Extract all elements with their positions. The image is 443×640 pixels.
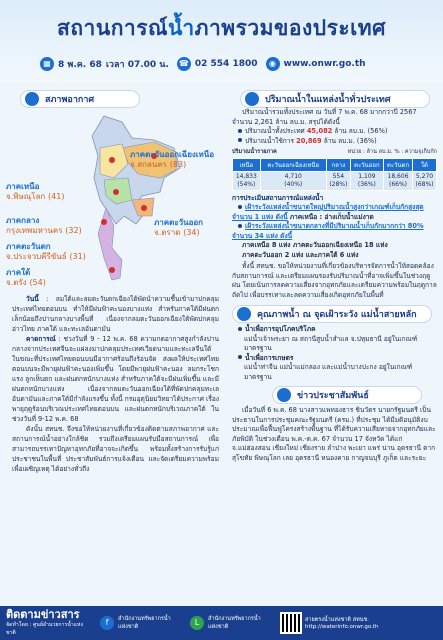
section-quality-header: คุณภาพน้ำ ณ จุดเฝ้าระวัง แม่น้ำสายหลัก [232,305,432,323]
qr-code-icon [280,612,302,634]
table-cell: 4,710 (40%) [260,171,326,190]
table-cell: 1,109 (36%) [350,171,383,190]
phone-icon: ☎ [177,57,191,71]
date-info: ▦ 8 พ.ค. 68 เวลา 07.00 น. [40,57,169,71]
title-highlight: น้ำ [167,16,195,40]
page-title: สถานการณ์น้ำภาพรวมของประเทศ [57,16,386,40]
phone-info[interactable]: ☎ 02 554 1800 [177,57,258,71]
table-cell: 554 (28%) [326,171,350,190]
map-label-south: ภาคใต้ จ.ตรัง (54) [6,268,46,287]
water-panel: ปริมาณน้ำรวมทั้งประเทศ ณ วันที่ 7 พ.ค. 68 มากกว่าปี 2567 จำนวน 2,261 ล้าน ลบ.ม. สรุปได้ดังนี้ ปริมาณน้ำทั้งประเทศ 45,082 ล้าน ลบ.ม. (56%) ปริมาณน้ำใช้การ 20,869 ล้าน ลบ.ม. (36%) ปริมาณน้ำรายภาค หน่วย : ล้าน ลบ.ม. % : ความจุเก็บกัก เหนือ ตะวันออกเฉียงเหนือ กลาง ตะวันออก ตะวันตก ใต้ 14,833 (54%) 4,710 (40%) 554 (28%) 1,109 (36%) 18,606 (66%) 5,270 (68%) การประเมินสถานการณ์แหล่งน้ำ เฝ้าระวังแหล่งน้ำขนาดใหญ่ปริมาณน้ำสูงกว่าเกณฑ์เก็บกักสูงสุด จำนวน 1 แห่ง ดังนี้ ภาคเหนือ : อ่างเก็บน้ำแม่งาด เฝ้าระวังแหล่งน้ำขนาดกลางที่มีปริมาณน้ำเก็บกักมากกว่า 80% จำนวน 34 แห่ง ดังนี้ ภาคเหนือ 8 แห่ง ภาคตะวันออกเฉียงเหนือ 18 แห่ง ภาคตะวันออก 2 แห่ง และภาคใต้ 6 แห่ง ทั้งนี้ สทนช. ขอให้หน่วยงานที่เกี่ยวข้องบริหารจัดการน้ำให้สอดคล้องกับสถานการณ์ และเตรียมแผนรองรับปริมาณน้ำที่อาจเพิ่มขึ้นในช่วงฤดูฝน โดยเน้นการลดความเสี่ยงจากอุทกภัยและเตรียมความพร้อมในฤดูกาลถัดไป เพื่อบรรเทาและลดความเสี่ยงเกิดอุทกภัยในพื้นที่ คุณภาพน้ำ ณ จุดเฝ้าระวัง แม่น้ำสายหลัก น้ำเพื่อการอุปโภคบริโภค แม่น้ำเจ้าพระยา ณ สถานีสูบน้ำสำแล จ.ปทุมธานี อยู่ในเกณฑ์มาตรฐาน น้ำเพื่อการเกษตร แม่น้ำท่าจีน แม่น้ำแม่กลอง และแม่น้ำบางปะกง อยู่ในเกณฑ์มาตรฐาน ข่าวประชาสัมพันธ์ เมื่อวันที่ 6 พ.ค. 68 นางสาวแพทองธาร ชินวัตร นายกรัฐมนตรี เป็นประธานในการประชุมคณะรัฐมนตรี (ครม.) ที่ประชุม ได้มีมติอนุมัติงบประมาณเพื่อฟื้นฟูโครงสร้างพื้นฐาน ที่ได้รับความเสียหายจากอุทกภัยและภัยพิบัติ ในช่วงเดือน พ.ค.-ต.ค. 67 จำนวน 17 จังหวัด ได้แก่ จ.แม่ฮ่องสอน เชียงใหม่ เชียงราย ลำปาง พะเยา แพร่ น่าน อุดรธานี ตาก สุโขทัย พิษณุโลก เลย อุดรธานี หนองคาย กาญจนบุรี ภูเก็ต และระยะ [232,108,437,462]
map-label-east: ภาคตะวันออก จ.ตราด (34) [154,218,204,237]
water-total-row: ปริมาณน้ำทั้งประเทศ 45,082 ล้าน ลบ.ม. (56%) [232,127,437,137]
map-label-west: ภาคตะวันตก จ.ประจวบคีรีขันธ์ (31) [6,242,86,261]
line-icon: L [190,616,204,630]
quality-agriculture: น้ำเพื่อการเกษตร [232,354,437,364]
header [0,0,443,82]
website-info[interactable]: ◉ www.onwr.go.th [266,57,366,71]
water-usable-row: ปริมาณน้ำใช้การ 20,869 ล้าน ลบ.ม. (36%) [232,137,437,147]
weather-text: วันนี้ : ลมใต้และลมตะวันตกเฉียงใต้พัดนำความชื้นเข้ามาปกคลุมประเทศไทยตอนบน ทำให้มีฝนฟ้าคะนองบางแห่ง สำหรับภาคใต้มีฝนตกเล็กน้อยถึงปานกลางบางพื้นที่ เนื่องจากลมตะวันออกเฉียงใต้พัดปกคลุมอ่าวไทย ภาคใต้ และทะเลอันดามัน คาดการณ์ : ช่วงวันที่ 9 - 12 พ.ค. 68 ความกดอากาศสูงกำลังปานกลางจากประเทศจีนจะแผ่ลงมาปกคลุมประเทศเวียดนามและทะเลจีนใต้ ในขณะที่ประเทศไทยตอนบนมีอากาศร้อนถึงร้อนจัด ส่งผลให้ประเทศไทยตอนบนจะมีพายุฝนฟ้าคะนองเพิ่มขึ้น โดยมีพายุฝนฟ้าคะนอง ลมกระโชกแรง ลูกเห็บตก และฝนตกหนักบางแห่ง สำหรับภาคใต้จะมีฝนเพิ่มขึ้น และมีฝนตกหนักบางแห่ง เนื่องจากลมตะวันออกเฉียงใต้ที่พัดปกคลุมทะเลอันดามันและภาคใต้มีกำลังแรงขึ้น ทั้งนี้ กรมอุตุนิยมวิทยาได้ประกาศ เรื่อง พายุฤดูร้อนบริเวณประเทศไทยตอนบน และฝนตกหนักบริเวณภาคใต้ ในช่วงวันที่ 9-12 พ.ค. 68 ดังนั้น สทนช. จึงขอให้หน่วยงานที่เกี่ยวข้องติดตามสภาพอากาศ และสถานการณ์น้ำอย่างใกล้ชิด รวมถึงเตรียมแผนรับมือสถานการณ์ เพื่อสามารถบรรเทาปัญหาอุทกภัยที่อาจจะเกิดขึ้น พร้อมทั้งสร้างการรับรู้แก่ประชาชนในพื้นที่ ประชาสัมพันธ์การแจ้งเตือน และจัดเตรียมความพร้อมเพื่อเผชิญเหตุ ได้อย่างทั่วถึง [12,295,219,473]
waterinfo-link[interactable]: สายตรงน้ำแห่งชาติ สทนช. http://waterinfo.onwr.go.th [274,612,385,634]
table-cell: 14,833 (54%) [233,171,261,190]
facebook-icon: f [100,616,114,630]
megaphone-icon [277,388,291,402]
table-cell: 5,270 (68%) [413,171,437,190]
water-drop-icon [245,92,259,106]
water-quality-icon [237,307,251,321]
section-weather-header: สภาพอากาศ [20,90,140,108]
facebook-link[interactable]: f สำนักงานทรัพยากรน้ำแห่งชาติ [94,615,184,631]
footer: ติดตามข่าวสาร จัดทำโดย : ศูนย์อำนวยการน้ำแห่งชาติ f สำนักงานทรัพยากรน้ำแห่งชาติ L สำนักงานทรัพยากรน้ำแห่งชาติ สายตรงน้ำแห่งชาติ สทนช. http://waterinfo.onwr.go.th [0,606,443,640]
cloud-icon [25,92,39,106]
section-pr-header: ข่าวประชาสัมพันธ์ [272,386,422,404]
map-label-north: ภาคเหนือ จ.พิษณุโลก (41) [6,182,65,201]
assessment-large: เฝ้าระวังแหล่งน้ำขนาดใหญ่ปริมาณน้ำสูงกว่าเกณฑ์เก็บกักสูงสุด จำนวน 1 แห่ง ดังนี้ ภาคเหนือ : อ่างเก็บน้ำแม่งาด [232,203,424,221]
quality-consumption: น้ำเพื่อการอุปโภคบริโภค [232,325,437,335]
calendar-icon: ▦ [40,57,54,71]
section-water-header: ปริมาณน้ำในแหล่งน้ำทั่วประเทศ [240,90,430,108]
rain-map [4,108,224,290]
map-label-northeast: ภาคตะวันออกเฉียงเหนือ จ.สกลนคร (83) [130,150,215,169]
regional-water-table: เหนือ ตะวันออกเฉียงเหนือ กลาง ตะวันออก ตะวันตก ใต้ 14,833 (54%) 4,710 (40%) 554 (28%) 1,109 (36%) 18,606 (66%) 5,270 (68%) [232,158,437,191]
line-link[interactable]: L สำนักงานทรัพยากรน้ำแห่งชาติ [184,615,274,631]
map-label-central: ภาคกลาง กรุงเทพมหานคร (32) [6,216,82,235]
info-bar [40,54,405,74]
assessment-medium: เฝ้าระวังแหล่งน้ำขนาดกลางที่มีปริมาณน้ำเก็บกักมากกว่า 80% จำนวน 34 แห่ง ดังนี้ [232,222,424,240]
table-cell: 18,606 (66%) [384,171,413,190]
globe-icon: ◉ [266,57,280,71]
